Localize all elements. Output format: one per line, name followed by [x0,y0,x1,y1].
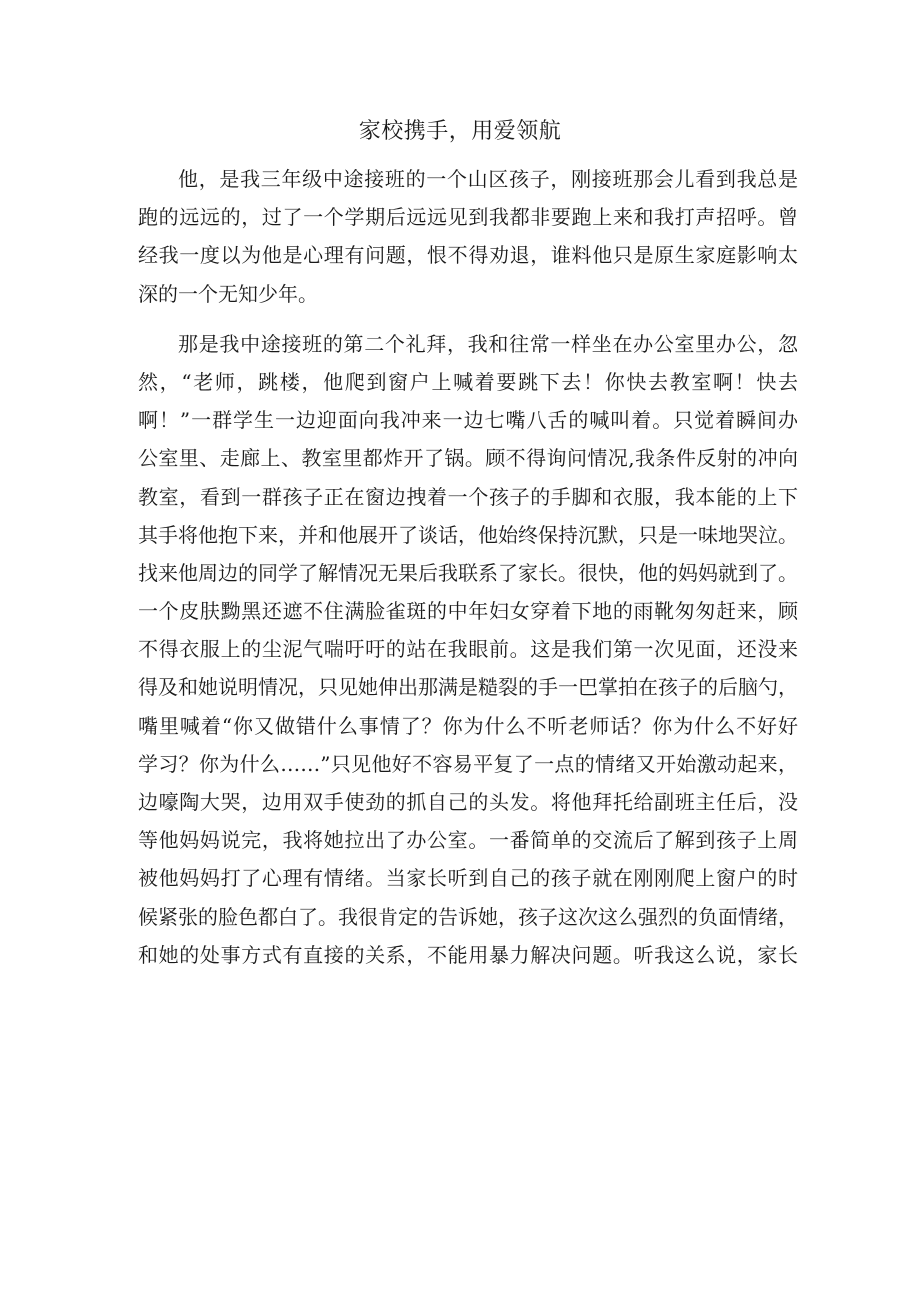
text-line: 不得衣服上的尘泥气喘吁吁的站在我眼前。这是我们第一次见面，还没来 [138,637,798,662]
text-line: 那是我中途接班的第二个礼拜，我和往常一样坐在办公室里办公，忽 [178,331,798,356]
text-line: 得及和她说明情况，只见她伸出那满是糙裂的手一巴掌拍在孩子的后脑勺， [138,675,798,700]
text-line: 然，“老师，跳楼，他爬到窗户上喊着要跳下去！你快去教室啊！快去 [138,369,798,394]
text-line: 和她的处事方式有直接的关系，不能用暴力解决问题。听我这么说，家长 [138,942,798,967]
text-line: 嘴里喊着“你又做错什么事情了？你为什么不听老师话？你为什么不好好 [138,713,798,738]
text-line: 候紧张的脸色都白了。我很肯定的告诉她，孩子这次这么强烈的负面情绪， [138,904,798,929]
text-line: 找来他周边的同学了解情况无果后我联系了家长。很快，他的妈妈就到了。 [138,560,798,585]
text-line: 学习？你为什么……”只见他好不容易平复了一点的情绪又开始激动起来， [138,751,798,776]
document-body [138,160,798,974]
text-line: 其手将他抱下来，并和他展开了谈话，他始终保持沉默，只是一味地哭泣。 [138,522,798,547]
text-line: 教室，看到一群孩子正在窗边拽着一个孩子的手脚和衣服，我本能的上下 [138,484,798,509]
text-line: 深的一个无知少年。 [138,281,318,306]
text-line: 被他妈妈打了心理有情绪。当家长听到自己的孩子就在刚刚爬上窗户的时 [138,866,798,891]
text-line: 边嚎陶大哭，边用双手使劲的抓自己的头发。将他拜托给副班主任后，没 [138,790,798,814]
text-line: 一个皮肤黝黑还遮不住满脸雀斑的中年妇女穿着下地的雨靴匆匆赶来，顾 [138,599,798,624]
text-line: 他，是我三年级中途接班的一个山区孩子，刚接班那会儿看到我总是 [178,167,798,191]
document-title: 家校携手，用爱领航 [358,119,562,144]
text-line: 等他妈妈说完，我将她拉出了办公室。一番简单的交流后了解到孩子上周 [138,828,798,853]
text-line: 公室里、走廊上、教室里都炸开了锅。顾不得询问情况,我条件反射的冲向 [138,446,798,471]
text-line: 经我一度以为他是心理有问题，恨不得劝退，谁料他只是原生家庭影响太 [138,243,798,268]
paragraph-1 [138,160,798,313]
paragraph-gap [138,313,798,325]
text-line: 跑的远远的，过了一个学期后远远见到我都非要跑上来和我打声招呼。曾 [138,205,798,230]
paragraph-2 [138,325,798,974]
text-line: 啊！”一群学生一边迎面向我冲来一边七嘴八舌的喊叫着。只觉着瞬间办 [138,408,798,433]
